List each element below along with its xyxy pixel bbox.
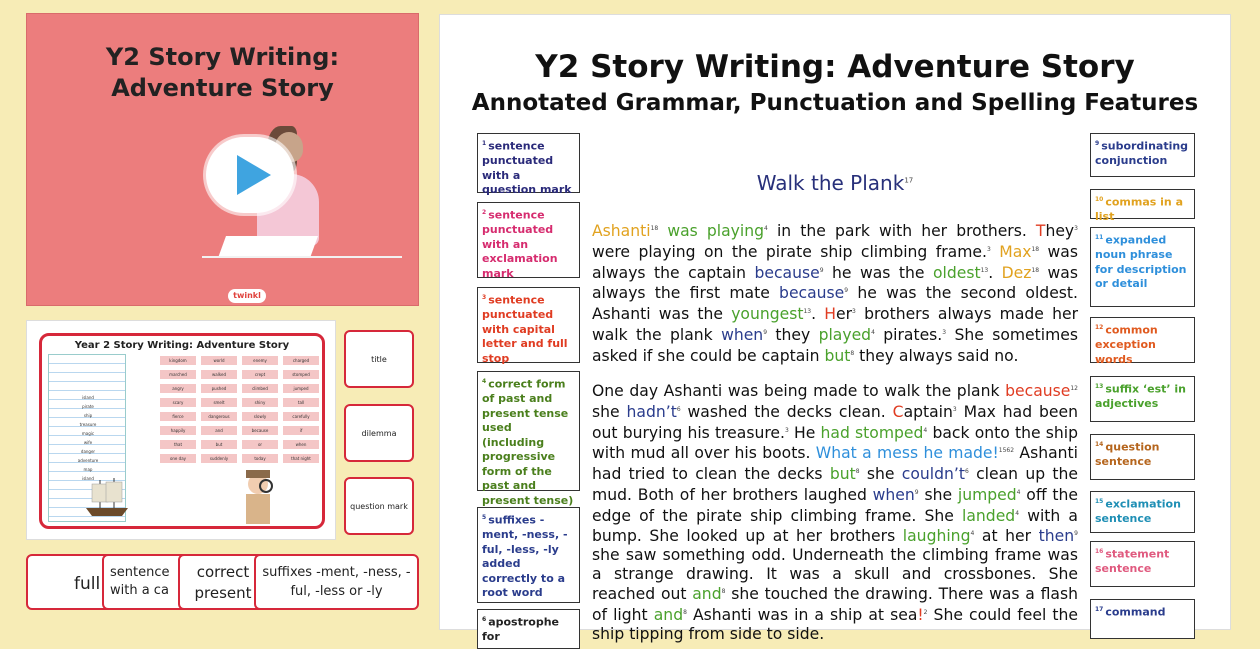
card-suffixes[interactable]: suffixes -ment, -ness, -ful, -less or -ly	[254, 554, 419, 610]
card-full[interactable]: full	[26, 554, 126, 610]
word-grid-cell: pushed	[201, 384, 237, 393]
word-grid-cell: when	[283, 440, 319, 449]
notebook-word: pirate	[82, 404, 94, 409]
notebook-word: island	[82, 395, 94, 400]
notebook-word: danger	[80, 449, 96, 454]
annotation-label-11: $^{11}$ expanded noun phrase for description or detail	[1090, 227, 1195, 307]
word-mat-thumbnail[interactable]	[26, 320, 336, 540]
word-grid-cell: because	[242, 426, 278, 435]
word-grid-cell: crept	[242, 370, 278, 379]
annotation-label-12: $^{12}$ common exception words	[1090, 317, 1195, 363]
word-grid-cell: kingdom	[160, 356, 196, 365]
document-subtitle: Annotated Grammar, Punctuation and Spelling Features	[471, 90, 1199, 116]
ship-illustration	[82, 474, 132, 518]
annotation-label-13: $^{13}$ suffix ‘est’ in adjectives	[1090, 376, 1195, 422]
annotation-label-3: $^3$ sentence punctuated with capital letter and full stop	[477, 287, 580, 363]
annotation-label-6: $^6$ apostrophe for	[477, 609, 580, 649]
vocab-card-dilemma[interactable]: dilemma	[344, 404, 414, 462]
word-grid-cell: marched	[160, 370, 196, 379]
story-paragraph-2: One day Ashanti was being made to walk the plank because$^{12}$ she $hadn’t^6$ washed the decks clean. Captain$^3$ Max had been out burying his treasure.$^3$ He had stomped$^4$ back onto the ship with mud all over his boots. What a mess he made!$^{1562}$ Ashanti had tried to clean the decks but$^8$ she $couldn’t^6$ clean up the mud. Both of her brothers laughed when$^9$ she jumped$^4$ off the edge of the pirate ship climbing frame. She landed$^4$ with a bump. She looked up at her brothers laughing$^4$ at her then$^9$ she saw something odd. Underneath the climbing frame was a strange drawing. It was a skull and crossbones. She reached out and$^8$ she touched the drawing. There was a flash of light and$^8$ Ashanti was in a ship at sea!$^2$ She could feel the ship tipping from side to side.	[592, 382, 1079, 643]
annotation-label-2: $^2$ sentence punctuated with an exclamation mark	[477, 202, 580, 278]
notebook-word: treasure	[79, 422, 97, 427]
word-grid-cell: one day	[160, 454, 196, 463]
word-grid-cell: scary	[160, 398, 196, 407]
word-grid-cell: walked	[201, 370, 237, 379]
notebook-word: magic	[81, 431, 95, 436]
word-grid-cell: slowly	[242, 412, 278, 421]
notebook-word: map	[83, 467, 93, 472]
notebook-word: wife	[83, 440, 93, 445]
word-grid-cell: climbed	[242, 384, 278, 393]
vocab-card-title[interactable]: title	[344, 330, 414, 388]
document-title: Y2 Story Writing: Adventure Story	[535, 49, 1135, 85]
word-grid-cell: fierce	[160, 412, 196, 421]
word-grid-cell: charged	[283, 356, 319, 365]
word-grid-cell: enemy	[242, 356, 278, 365]
word-grid-cell: world	[201, 356, 237, 365]
word-grid	[160, 356, 324, 476]
word-grid-cell: tall	[283, 398, 319, 407]
word-grid-cell: but	[201, 440, 237, 449]
word-grid-cell: today	[242, 454, 278, 463]
story-paragraph-1: Ashanti$^{18}$ was playing$^4$ in the park with her brothers. They$^3$ were playing on the pirate ship climbing frame.$^3$ Max$^{18}$ was always the captain because$^9$ he was the oldest$^{13}$. Dez$^{18}$ was always the first mate because$^9$ he was the second oldest. Ashanti was the youngest$^{13}$. Her$^3$ brothers always made her walk the plank when$^9$ they played$^4$ pirates.$^3$ She sometimes asked if she could be captain but$^8$ they always said no.	[592, 222, 1078, 365]
annotation-label-17: $^{17}$ command	[1090, 599, 1195, 639]
detective-illustration	[232, 466, 282, 526]
notebook-word: adventure	[77, 458, 99, 463]
word-grid-cell: that	[160, 440, 196, 449]
word-grid-cell: angry	[160, 384, 196, 393]
annotation-label-16: $^{16}$ statement sentence	[1090, 541, 1195, 587]
notebook-word: island	[82, 476, 94, 481]
card-sentence[interactable]: sentence with a ca	[102, 554, 192, 610]
word-grid-cell: shiny	[242, 398, 278, 407]
word-grid-cell: and	[201, 426, 237, 435]
annotation-label-10: $^{10}$ commas in a list	[1090, 189, 1195, 219]
slide-title: Y2 Story Writing: Adventure Story	[105, 43, 340, 102]
annotation-label-5: $^5$ suffixes -ment, -ness, -ful, -less, -ly added correctly to a root word	[477, 507, 580, 603]
annotation-label-14: $^{14}$ question sentence	[1090, 434, 1195, 480]
word-grid-cell: carefully	[283, 412, 319, 421]
vocab-card-question-mark[interactable]: question mark	[344, 477, 414, 535]
play-button[interactable]	[206, 137, 294, 213]
word-grid-cell: smelt	[201, 398, 237, 407]
word-grid-cell: suddenly	[201, 454, 237, 463]
word-grid-cell: if	[283, 426, 319, 435]
play-icon	[237, 155, 271, 195]
word-mat-title: Year 2 Story Writing: Adventure Story	[74, 340, 290, 351]
word-grid-cell: or	[242, 440, 278, 449]
annotation-label-4: $^4$ correct form of past and present tense used (including progressive form of the past and present tense)	[477, 371, 580, 491]
story-title: Walk the Plank$^{17}$	[756, 171, 914, 195]
annotation-label-1: $^1$ sentence punctuated with a question mark	[477, 133, 580, 193]
twinkl-logo: twinkl	[228, 289, 266, 303]
word-grid-cell: happily	[160, 426, 196, 435]
word-grid-cell: dangerous	[201, 412, 237, 421]
card-correct-present[interactable]: correct present	[178, 554, 268, 610]
word-grid-cell: jumped	[283, 384, 319, 393]
word-grid-cell: that night	[283, 454, 319, 463]
word-grid-cell: stomped	[283, 370, 319, 379]
annotation-label-9: $^9$ subordinating conjunction	[1090, 133, 1195, 177]
slide-thumbnail[interactable]	[26, 13, 419, 306]
annotated-document	[439, 14, 1231, 644]
annotation-label-15: $^{15}$ exclamation sentence	[1090, 491, 1195, 533]
notebook-word: ship	[83, 413, 93, 418]
